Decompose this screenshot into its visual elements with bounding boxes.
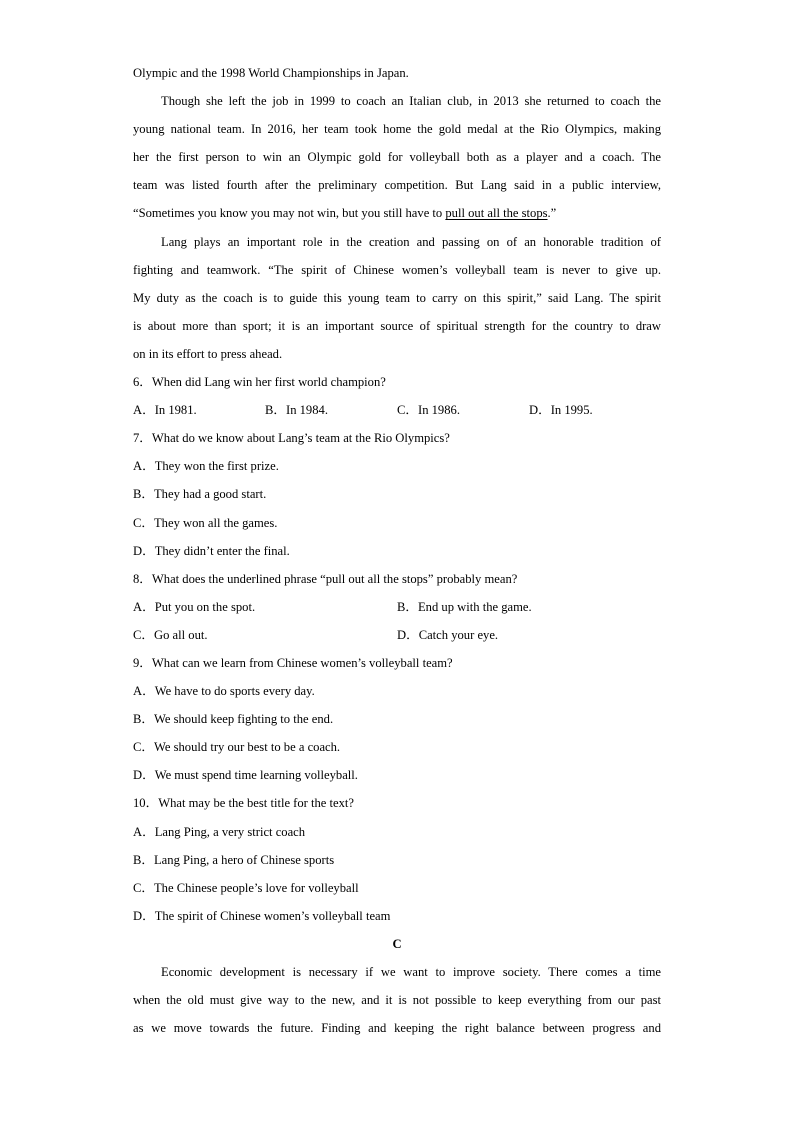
paragraph-line: My duty as the coach is to guide this young team to carry on this spirit,” said Lang. The spirit	[133, 290, 661, 305]
option-b: B．End up with the game.	[397, 599, 532, 614]
question-stem: 7．What do we know about Lang’s team at the Rio Olympics?	[133, 431, 450, 446]
question-9	[133, 649, 661, 789]
option-d: D．The spirit of Chinese women’s volleyball team	[133, 908, 391, 923]
option-d: D．They didn’t enter the final.	[133, 543, 290, 558]
option-b: B．We should keep fighting to the end.	[133, 712, 334, 727]
option-c: C．In 1986.	[397, 403, 460, 418]
paragraph-line: Though she left the job in 1999 to coach an Italian club, in 2013 she returned to coach the	[161, 94, 661, 109]
option-c: C．Go all out.	[133, 627, 208, 642]
options-row	[133, 621, 661, 649]
question-7	[133, 424, 661, 564]
options-row	[133, 593, 661, 621]
question-stem: 8．What does the underlined phrase “pull out all the stops” probably mean?	[133, 571, 518, 586]
paragraph-line: her the first person to win an Olympic gold for volleyball both as a player and a coach. The	[133, 150, 661, 165]
option-a: A．They won the first prize.	[133, 459, 279, 474]
question-stem: 10．What may be the best title for the text?	[133, 796, 355, 811]
option-c: C．We should try our best to be a coach.	[133, 740, 341, 755]
option-b: B．They had a good start.	[133, 487, 267, 502]
option-d: D．In 1995.	[529, 403, 593, 418]
quote-text: “Sometimes you know you may not win, but you still have to	[133, 206, 446, 221]
option-b: B．In 1984.	[265, 403, 328, 418]
paragraph-line: fighting and teamwork. “The spirit of Chinese women’s volleyball team is never to give up.	[133, 262, 661, 277]
option-d: D．Catch your eye.	[397, 627, 499, 642]
question-stem: 9．What can we learn from Chinese women’s volleyball team?	[133, 655, 453, 670]
passage-b-line-1: Olympic and the 1998 World Championships in Japan.	[133, 66, 409, 80]
passage-c-paragraph-1	[133, 958, 661, 1042]
option-b: B．Lang Ping, a hero of Chinese sports	[133, 852, 335, 867]
question-8	[133, 565, 661, 649]
section-heading: C	[392, 936, 402, 951]
underlined-phrase: pull out all the stops	[445, 206, 548, 221]
passage-b-paragraph-2	[133, 87, 661, 227]
paragraph-line: is about more than sport; it is an important source of spiritual strength for the country to draw	[133, 318, 661, 333]
paragraph-line: as we move towards the future. Finding and keeping the right balance between progress and	[133, 1021, 661, 1036]
option-a: A．Lang Ping, a very strict coach	[133, 824, 306, 839]
question-10	[133, 789, 661, 929]
quote-end: .”	[547, 206, 557, 221]
paragraph-line: Lang plays an important role in the creation and passing on of an honorable tradition of	[161, 234, 661, 249]
option-c: C．They won all the games.	[133, 515, 278, 530]
options-row	[133, 396, 661, 424]
paragraph-line: when the old must give way to the new, and it is not possible to keep everything from our past	[133, 993, 661, 1008]
paragraph-line: Economic development is necessary if we want to improve society. There comes a time	[161, 965, 661, 979]
paragraph-line: young national team. In 2016, her team took home the gold medal at the Rio Olympics, making	[133, 122, 661, 137]
paragraph-line-with-underline	[133, 199, 661, 227]
question-6	[133, 368, 661, 424]
option-a: A．Put you on the spot.	[133, 599, 256, 614]
option-d: D．We must spend time learning volleyball.	[133, 768, 358, 783]
question-stem: 6．When did Lang win her first world champion?	[133, 375, 386, 390]
paragraph-line: team was listed fourth after the preliminary competition. But Lang said in a public interview,	[133, 178, 661, 193]
option-c: C．The Chinese people’s love for volleyball	[133, 880, 359, 895]
passage-b-paragraph-3	[133, 228, 661, 368]
option-a: A．In 1981.	[133, 403, 197, 418]
paragraph-line: on in its effort to press ahead.	[133, 346, 283, 361]
option-a: A．We have to do sports every day.	[133, 684, 315, 699]
document-page	[133, 59, 661, 1042]
